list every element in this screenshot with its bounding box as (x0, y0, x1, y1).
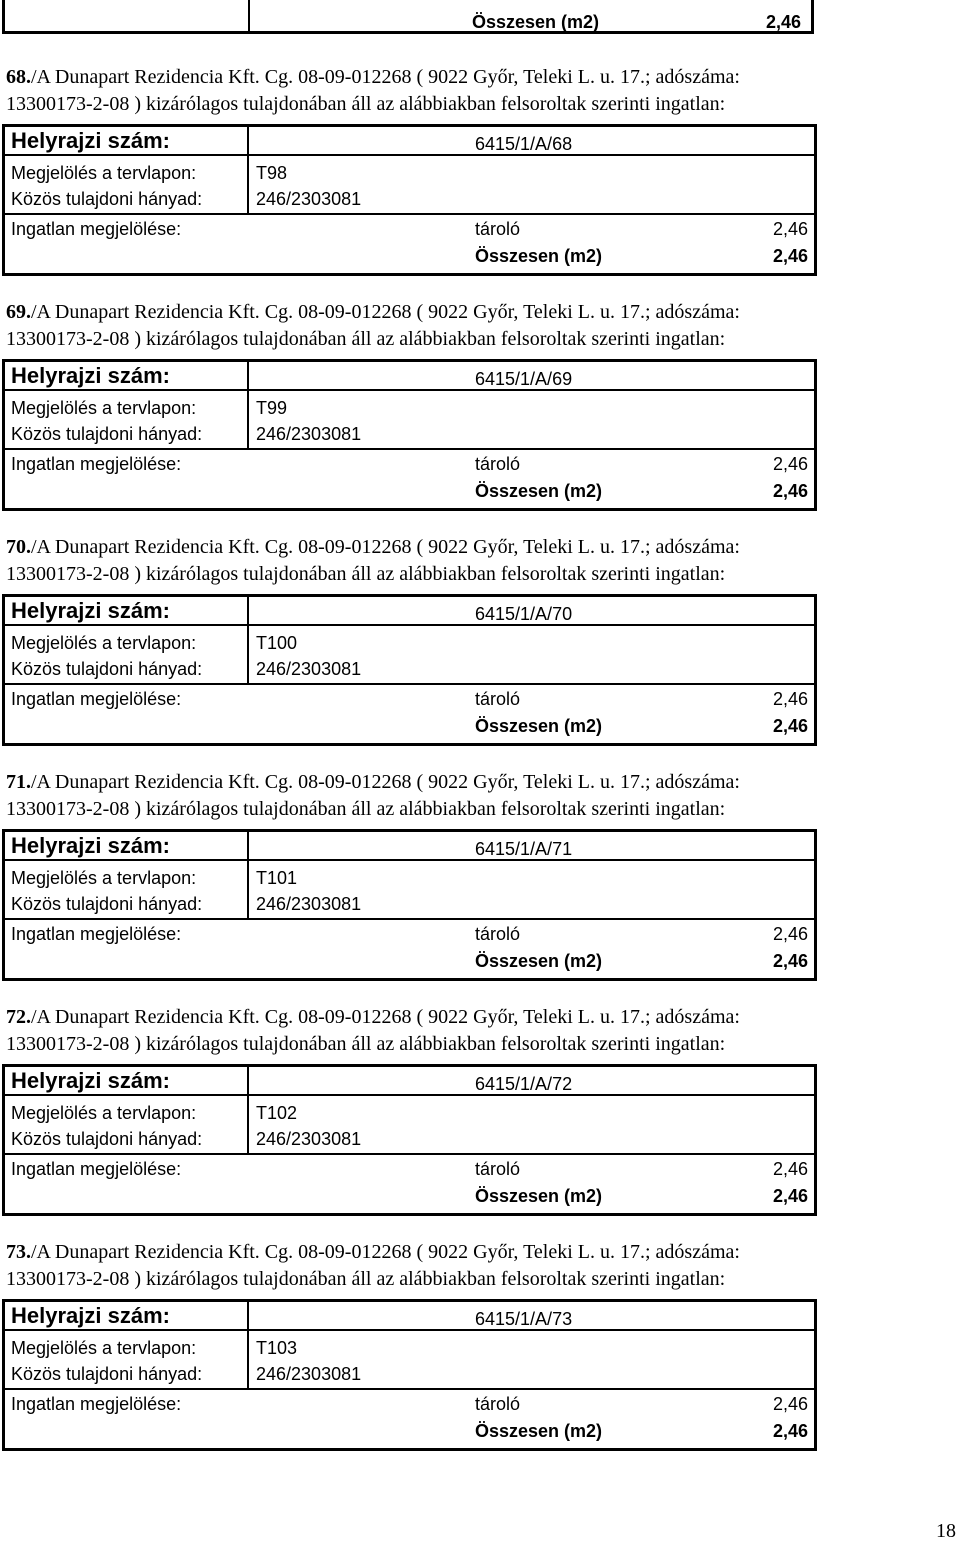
sum-label: Összesen (m2) (475, 246, 603, 266)
ownership-share-label: Közös tulajdoni hányad: (11, 189, 203, 209)
plan-marking-value: T100 (256, 633, 298, 653)
property-designation-label: Ingatlan megjelölése: (11, 1394, 182, 1414)
previous-sum-label: Összesen (m2) (472, 12, 600, 32)
entry-intro-line-2: 13300173-2-08 ) kizárólagos tulajdonában áll az alábbiakban felsoroltak szerinti ingatlan: (6, 798, 726, 820)
sum-area-value: 2,46 (772, 1186, 808, 1206)
entry-number: 73. (6, 1241, 31, 1263)
property-designation-label: Ingatlan megjelölése: (11, 689, 182, 709)
plan-marking-value: T103 (256, 1338, 298, 1358)
property-entry (0, 536, 960, 766)
ownership-share-value: 246/2303081 (256, 894, 362, 914)
parcel-number-label: Helyrajzi szám: (11, 1303, 170, 1328)
ownership-share-label: Közös tulajdoni hányad: (11, 424, 203, 444)
property-table (2, 124, 817, 276)
ownership-share-value: 246/2303081 (256, 1364, 362, 1384)
plan-marking-value: T98 (256, 163, 288, 183)
entry-number: 70. (6, 536, 31, 558)
plan-marking-label: Megjelölés a tervlapon: (11, 163, 197, 183)
previous-sum-area: 2,46 (766, 12, 802, 32)
entry-intro-line-1: 70./A Dunapart Rezidencia Kft. Cg. 08-09-012268 ( 9022 Győr, Teleki L. u. 17.; adószáma: (6, 536, 740, 558)
entry-intro-line-1: 73./A Dunapart Rezidencia Kft. Cg. 08-09-012268 ( 9022 Győr, Teleki L. u. 17.; adószáma: (6, 1241, 740, 1263)
plan-marking-label: Megjelölés a tervlapon: (11, 1103, 197, 1123)
page-number: 18 (936, 1520, 956, 1542)
entry-number: 69. (6, 301, 31, 323)
plan-marking-value: T102 (256, 1103, 298, 1123)
parcel-number-label: Helyrajzi szám: (11, 833, 170, 858)
entry-intro-line-1: 68./A Dunapart Rezidencia Kft. Cg. 08-09-012268 ( 9022 Győr, Teleki L. u. 17.; adószáma: (6, 66, 740, 88)
ownership-share-label: Közös tulajdoni hányad: (11, 894, 203, 914)
entry-intro-line-1: 69./A Dunapart Rezidencia Kft. Cg. 08-09-012268 ( 9022 Győr, Teleki L. u. 17.; adószáma: (6, 301, 740, 323)
ownership-share-label: Közös tulajdoni hányad: (11, 1364, 203, 1384)
ownership-share-label: Közös tulajdoni hányad: (11, 659, 203, 679)
property-table (2, 829, 817, 981)
parcel-number-value: 6415/1/A/69 (475, 369, 573, 389)
property-table (2, 1299, 817, 1451)
parcel-number-value: 6415/1/A/70 (475, 604, 573, 624)
ownership-share-value: 246/2303081 (256, 659, 362, 679)
sum-label: Összesen (m2) (475, 716, 603, 736)
plan-marking-value: T99 (256, 398, 288, 418)
sum-area-value: 2,46 (772, 246, 808, 266)
sum-area-value: 2,46 (772, 481, 808, 501)
plan-marking-label: Megjelölés a tervlapon: (11, 633, 197, 653)
sum-label: Összesen (m2) (475, 951, 603, 971)
parcel-number-value: 6415/1/A/71 (475, 839, 573, 859)
entry-intro-line-2: 13300173-2-08 ) kizárólagos tulajdonában áll az alábbiakban felsoroltak szerinti ingatlan: (6, 93, 726, 115)
sum-area-value: 2,46 (772, 716, 808, 736)
property-designation-value: tároló (475, 1159, 521, 1179)
property-designation-value: tároló (475, 689, 521, 709)
property-designation-value: tároló (475, 219, 521, 239)
entry-intro-line-1: 71./A Dunapart Rezidencia Kft. Cg. 08-09-012268 ( 9022 Győr, Teleki L. u. 17.; adószáma: (6, 771, 740, 793)
entry-intro-line-2: 13300173-2-08 ) kizárólagos tulajdonában áll az alábbiakban felsoroltak szerinti ingatlan: (6, 563, 726, 585)
entry-number: 71. (6, 771, 31, 793)
sum-label: Összesen (m2) (475, 481, 603, 501)
plan-marking-label: Megjelölés a tervlapon: (11, 1338, 197, 1358)
ownership-share-value: 246/2303081 (256, 189, 362, 209)
property-area-value: 2,46 (772, 689, 808, 709)
sum-label: Összesen (m2) (475, 1186, 603, 1206)
property-entry (0, 771, 960, 1001)
ownership-share-value: 246/2303081 (256, 1129, 362, 1149)
entry-intro-line-2: 13300173-2-08 ) kizárólagos tulajdonában áll az alábbiakban felsoroltak szerinti ingatlan: (6, 1268, 726, 1290)
parcel-number-label: Helyrajzi szám: (11, 363, 170, 388)
sum-area-value: 2,46 (772, 1421, 808, 1441)
previous-entry-summary-box (2, 0, 814, 34)
entry-number: 72. (6, 1006, 31, 1028)
plan-marking-label: Megjelölés a tervlapon: (11, 398, 197, 418)
property-table (2, 359, 817, 511)
property-area-value: 2,46 (772, 924, 808, 944)
ownership-share-label: Közös tulajdoni hányad: (11, 1129, 203, 1149)
entry-number: 68. (6, 66, 31, 88)
property-area-value: 2,46 (772, 1159, 808, 1179)
property-area-value: 2,46 (772, 454, 808, 474)
property-entry (0, 1241, 960, 1471)
property-designation-value: tároló (475, 454, 521, 474)
property-designation-label: Ingatlan megjelölése: (11, 924, 182, 944)
property-designation-value: tároló (475, 924, 521, 944)
parcel-number-value: 6415/1/A/73 (475, 1309, 573, 1329)
property-designation-label: Ingatlan megjelölése: (11, 1159, 182, 1179)
ownership-share-value: 246/2303081 (256, 424, 362, 444)
property-designation-value: tároló (475, 1394, 521, 1414)
parcel-number-label: Helyrajzi szám: (11, 598, 170, 623)
property-entry (0, 301, 960, 531)
column-divider (248, 0, 250, 31)
property-area-value: 2,46 (772, 219, 808, 239)
plan-marking-value: T101 (256, 868, 298, 888)
property-table (2, 594, 817, 746)
property-entry (0, 66, 960, 296)
property-table (2, 1064, 817, 1216)
property-designation-label: Ingatlan megjelölése: (11, 219, 182, 239)
property-area-value: 2,46 (772, 1394, 808, 1414)
entry-intro-line-1: 72./A Dunapart Rezidencia Kft. Cg. 08-09-012268 ( 9022 Győr, Teleki L. u. 17.; adószáma: (6, 1006, 740, 1028)
property-entry (0, 1006, 960, 1236)
sum-label: Összesen (m2) (475, 1421, 603, 1441)
property-designation-label: Ingatlan megjelölése: (11, 454, 182, 474)
plan-marking-label: Megjelölés a tervlapon: (11, 868, 197, 888)
entry-intro-line-2: 13300173-2-08 ) kizárólagos tulajdonában áll az alábbiakban felsoroltak szerinti ingatlan: (6, 328, 726, 350)
sum-area-value: 2,46 (772, 951, 808, 971)
entry-intro-line-2: 13300173-2-08 ) kizárólagos tulajdonában áll az alábbiakban felsoroltak szerinti ingatlan: (6, 1033, 726, 1055)
parcel-number-value: 6415/1/A/72 (475, 1074, 573, 1094)
parcel-number-label: Helyrajzi szám: (11, 128, 170, 153)
parcel-number-value: 6415/1/A/68 (475, 134, 573, 154)
parcel-number-label: Helyrajzi szám: (11, 1068, 170, 1093)
